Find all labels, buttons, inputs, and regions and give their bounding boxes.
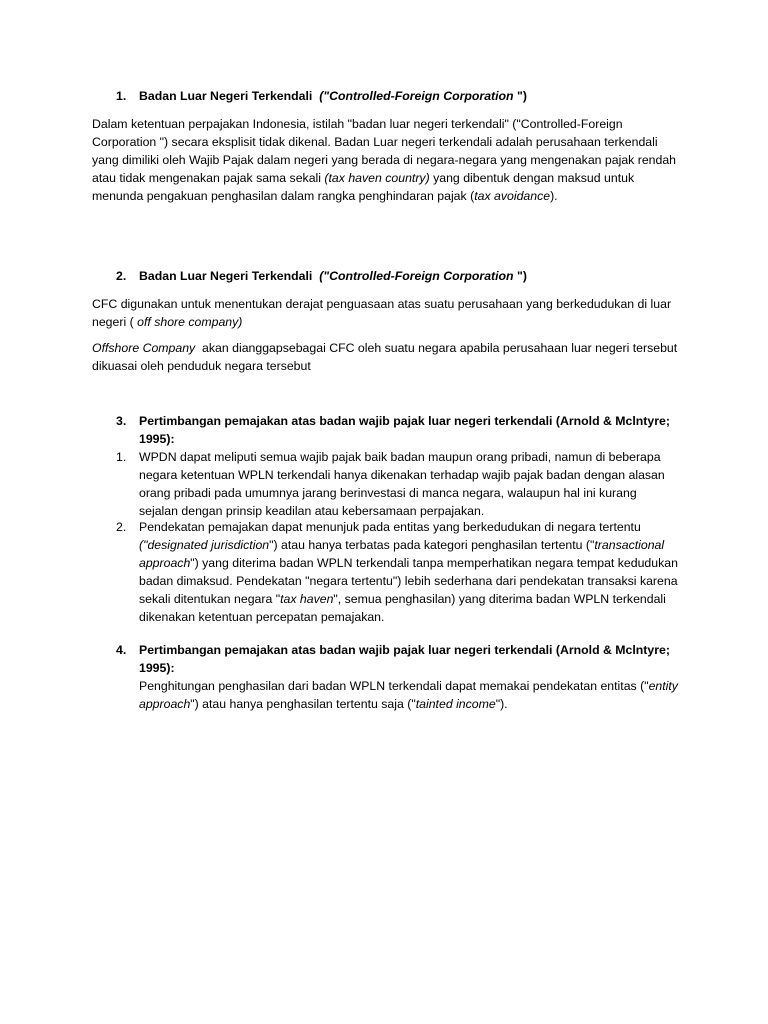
section-1-number: 1. — [116, 89, 127, 103]
s4-text-b: entity approach — [139, 679, 678, 711]
section-2-paragraph-1 — [92, 295, 682, 331]
section-2-paragraph-2 — [92, 339, 682, 375]
item2-text-b: ("designated jurisdiction — [139, 538, 270, 552]
s2-p2-text-b: akan dianggapsebagai CFC oleh suatu negara apabila perusahaan luar negeri tersebut dikuasai oleh penduduk negara tersebut — [92, 341, 678, 373]
list-item-2-text — [139, 518, 679, 626]
section-2-title-text: Badan Luar Negeri Terkendali — [139, 269, 313, 283]
s4-text-c: ") atau hanya penghasilan tertentu saja (" — [190, 697, 416, 711]
s1-text-c: yang dibentuk dengan maksud untuk menunda pengakuan penghasilan dalam rangka penghindaran pajak ( — [92, 171, 635, 203]
section-2-title — [139, 267, 679, 285]
s2-p1-text-b: off shore company) — [137, 315, 243, 329]
item2-text-g: ", semua penghasilan) yang diterima badan WPLN terkendali dikenakan ketentuan percepatan pemajakan. — [139, 592, 666, 624]
s4-text-e: "). — [495, 697, 508, 711]
section-2-number: 2. — [116, 269, 127, 283]
section-1-title-text: Badan Luar Negeri Terkendali — [139, 89, 313, 103]
s4-text-a: Penghitungan penghasilan dari badan WPLN terkendali dapat memakai pendekatan entitas (" — [139, 679, 649, 693]
section-4-title: Pertimbangan pemajakan atas badan wajib pajak luar negeri terkendali (Arnold & Mclntyre; 1995): — [139, 643, 670, 675]
section-1-title-tail: ") — [517, 89, 527, 103]
section-4-number: 4. — [116, 643, 127, 657]
item2-text-a: Pendekatan pemajakan dapat menunjuk pada entitas yang berkedudukan di negara tertentu — [139, 520, 641, 534]
section-3-title: Pertimbangan pemajakan atas badan wajib pajak luar negeri terkendali (Arnold & Mclntyre; 1995): — [139, 414, 670, 446]
list-item-1-text: WPDN dapat meliputi semua wajib pajak baik badan maupun orang pribadi, namun di beberapa negara ketentuan WPLN terkendali hanya dikenakan terhadap wajib pajak badan dengan alasan orang pribadi pada umumnya jarang berinvestasi di manca negara, walaupun hal ini kurang sejalan dengan prinsip keadilan atau kebersamaan perpajakan. — [139, 450, 665, 518]
s1-text-a: Dalam ketentuan perpajakan Indonesia, istilah "badan luar negeri terkendali" ("Controlled-Foreign Corporation ") secara eksplisit tidak dikenal. Badan Luar negeri terkendali adalah perusahaan terkendali yang dimiliki oleh Wajib Pajak dalam negeri yang berada di negara-negara yang mengenakan pajak rendah atau tidak mengenakan pajak sama sekali — [92, 117, 677, 185]
list-item-1-number: 1. — [116, 450, 127, 464]
section-1-title-italic: ("Controlled-Foreign Corporation — [319, 89, 514, 103]
section-4-paragraph — [139, 677, 679, 713]
section-2-title-italic: ("Controlled-Foreign Corporation — [319, 269, 514, 283]
item2-text-c: ") atau hanya terbatas pada kategori penghasilan tertentu (" — [269, 538, 595, 552]
s4-text-d: tainted income — [415, 697, 496, 711]
section-1-paragraph — [92, 115, 682, 205]
s1-text-e: ). — [550, 189, 558, 203]
s2-p1-text-a: CFC digunakan untuk menentukan derajat penguasaan atas suatu perusahaan yang berkedudukan di luar negeri ( — [92, 297, 672, 329]
section-3-number: 3. — [116, 414, 127, 428]
section-2-title-tail: ") — [517, 269, 527, 283]
s1-text-d: tax avoidance — [474, 189, 551, 203]
list-item-2-number: 2. — [116, 520, 127, 534]
s1-text-b: (tax haven country) — [324, 171, 430, 185]
item2-text-f: tax haven — [280, 592, 334, 606]
section-1-title — [139, 87, 679, 105]
s2-p2-text-a: Offshore Company — [92, 341, 196, 355]
item2-text-e: ") yang diterima badan WPLN terkendali tanpa memperhatikan negara tempat kedudukan badan dimaksud. Pendekatan "negara tertentu") lebih sederhana dari pendekatan transaksi karena sekali ditentukan negara " — [139, 556, 678, 606]
item2-text-d: transactional approach — [139, 538, 665, 570]
